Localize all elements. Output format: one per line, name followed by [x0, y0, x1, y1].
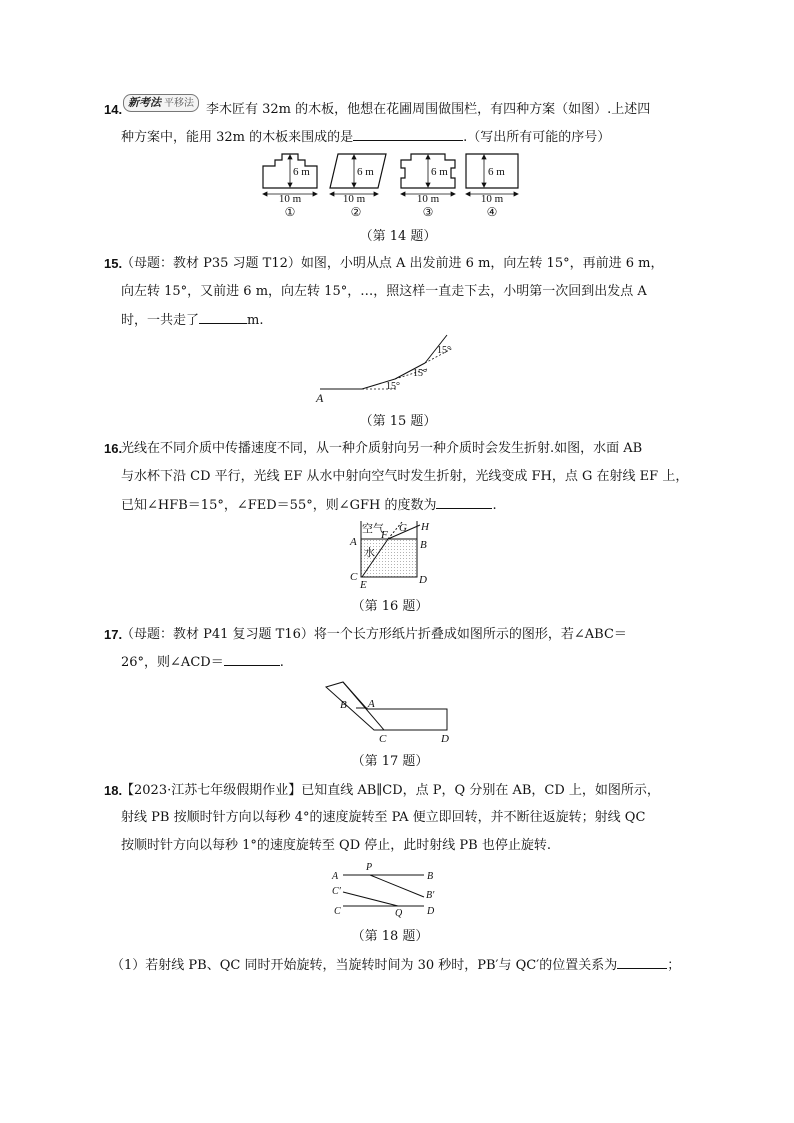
q16-label-b: B [420, 539, 427, 551]
q17-label-b: B [340, 699, 347, 711]
q16-line1: 光线在不同介质中传播速度不同，从一种介质射向另一种介质时会发生折射.如图，水面 AB [121, 441, 643, 456]
q14-line2 [121, 128, 610, 147]
q17-answer-blank[interactable] [224, 653, 280, 666]
q18-caption: （第 18 题） [351, 929, 429, 944]
q15-answer-blank[interactable] [199, 311, 247, 324]
q16-line2: 与水杯下沿 CD 平行，光线 EF 从水中射向空气时发生折射，光线变成 FH，点 G 在射线 EF 上， [121, 469, 689, 484]
q18-label-b: B [427, 871, 434, 882]
q18-label-c1: C′ [332, 886, 341, 897]
q17-line2 [121, 653, 284, 672]
q16-water-label: 水 [364, 547, 375, 559]
question-17-number: 17. [104, 627, 123, 642]
badge-sub-text: 平移法 [164, 98, 194, 109]
q14-figures [0, 150, 794, 230]
q15-caption: （第 15 题） [359, 414, 437, 429]
q14-line2-text: 种方案中，能用 32m 的木板来围成的是 [121, 130, 354, 145]
q14-fig1-height: 6 m [293, 166, 310, 178]
q18-sub1-text: （1）若射线 PB、QC 同时开始旋转，当旋转时间为 30 秒时，PB′与 QC′的位置关系为 [111, 958, 618, 973]
q16-label-d: D [419, 574, 427, 586]
q17-figure [0, 672, 794, 752]
q14-fig2-width: 10 m [342, 193, 366, 205]
badge-main-text: 新考法 [128, 97, 161, 109]
q16-line3 [121, 496, 497, 515]
q17-line1: （母题：教材 P41 复习题 T16）将一个长方形纸片折叠成如图所示的图形，若∠ABC＝ [121, 627, 627, 642]
q18-line3: 按顺时针方向以每秒 1°的速度旋转至 QD 停止，此时射线 PB 也停止旋转. [121, 838, 551, 853]
q14-label-1: ① [284, 205, 296, 219]
q16-answer-blank[interactable] [436, 496, 492, 509]
q14-caption: （第 14 题） [359, 229, 437, 244]
q15-point-a: A [316, 391, 324, 405]
q17-line2-tail: . [279, 655, 284, 670]
q17-caption: （第 17 题） [351, 754, 429, 769]
q18-sub1 [111, 956, 680, 975]
q14-fig3-height: 6 m [431, 166, 448, 178]
q16-label-a: A [350, 536, 357, 548]
q17-label-d: D [441, 733, 449, 745]
q18-label-q: Q [395, 908, 403, 919]
q18-label-c: C [334, 906, 341, 917]
q18-figure [0, 858, 794, 928]
q16-label-h: H [421, 521, 429, 533]
q16-line3-tail: . [492, 498, 497, 513]
q15-angle-1: 15° [386, 381, 400, 392]
q15-line3-tail: m. [247, 313, 264, 328]
q15-figure [0, 330, 794, 410]
q16-label-e: E [360, 579, 367, 591]
q15-angle-2: 15° [413, 368, 427, 379]
q18-label-b1: B′ [426, 890, 435, 901]
q18-line1: 【2023·江苏七年级假期作业】已知直线 AB∥CD，点 P，Q 分别在 AB，CD 上，如图所示， [121, 783, 660, 798]
q14-line2-tail: .（写出所有可能的序号） [463, 130, 611, 145]
q15-line2: 向左转 15°，又前进 6 m，向左转 15°，…，照这样一直走下去，小明第一次回到出发点 A [121, 284, 647, 299]
q17-label-a: A [368, 698, 375, 710]
q18-label-a: A [332, 871, 339, 882]
q14-label-2: ② [350, 205, 362, 219]
q18-line2: 射线 PB 按顺时针方向以每秒 4°的速度旋转至 PA 便立即回转，并不断往返旋转；射线 QC [121, 810, 646, 825]
q17-label-c: C [379, 733, 387, 745]
q15-angle-3: 15° [437, 345, 451, 356]
q14-label-4: ④ [486, 205, 498, 219]
q14-fig4-width: 10 m [480, 193, 504, 205]
question-14-number: 14. [104, 102, 123, 117]
question-15-number: 15. [104, 256, 123, 271]
q17-line2-text: 26°，则∠ACD＝ [121, 655, 224, 670]
q16-caption: （第 16 题） [351, 599, 429, 614]
q14-fig4-height: 6 m [488, 166, 505, 178]
q14-fig2-height: 6 m [357, 166, 374, 178]
question-16-number: 16. [104, 441, 123, 456]
q16-label-f: F [381, 529, 388, 541]
q18-label-d: D [427, 906, 435, 917]
q14-line1: 李木匠有 32m 的木板，他想在花圃周围做围栏，有四种方案（如图）.上述四 [206, 102, 651, 117]
question-18-number: 18. [104, 783, 123, 798]
q18-label-p: P [366, 862, 373, 873]
q15-line3-text: 时，一共走了 [121, 313, 200, 328]
q16-label-g: G [399, 522, 407, 534]
new-method-badge [123, 94, 199, 112]
q14-fig1-width: 10 m [278, 193, 302, 205]
q14-answer-blank[interactable] [353, 128, 463, 141]
q18-sub1-tail: ； [667, 958, 681, 973]
q18-sub1-answer-blank[interactable] [617, 956, 667, 969]
q14-label-3: ③ [422, 205, 434, 219]
q14-fig3-width: 10 m [416, 193, 440, 205]
q16-figure [0, 518, 794, 598]
q15-line1: （母题：教材 P35 习题 T12）如图，小明从点 A 出发前进 6 m，向左转 15°，再前进 6 m， [121, 256, 664, 271]
q15-line3 [121, 311, 263, 330]
q16-air-label: 空气 [362, 523, 384, 535]
q16-label-c: C [350, 571, 358, 583]
q16-line3-text: 已知∠HFB＝15°，∠FED＝55°，则∠GFH 的度数为 [121, 498, 437, 513]
